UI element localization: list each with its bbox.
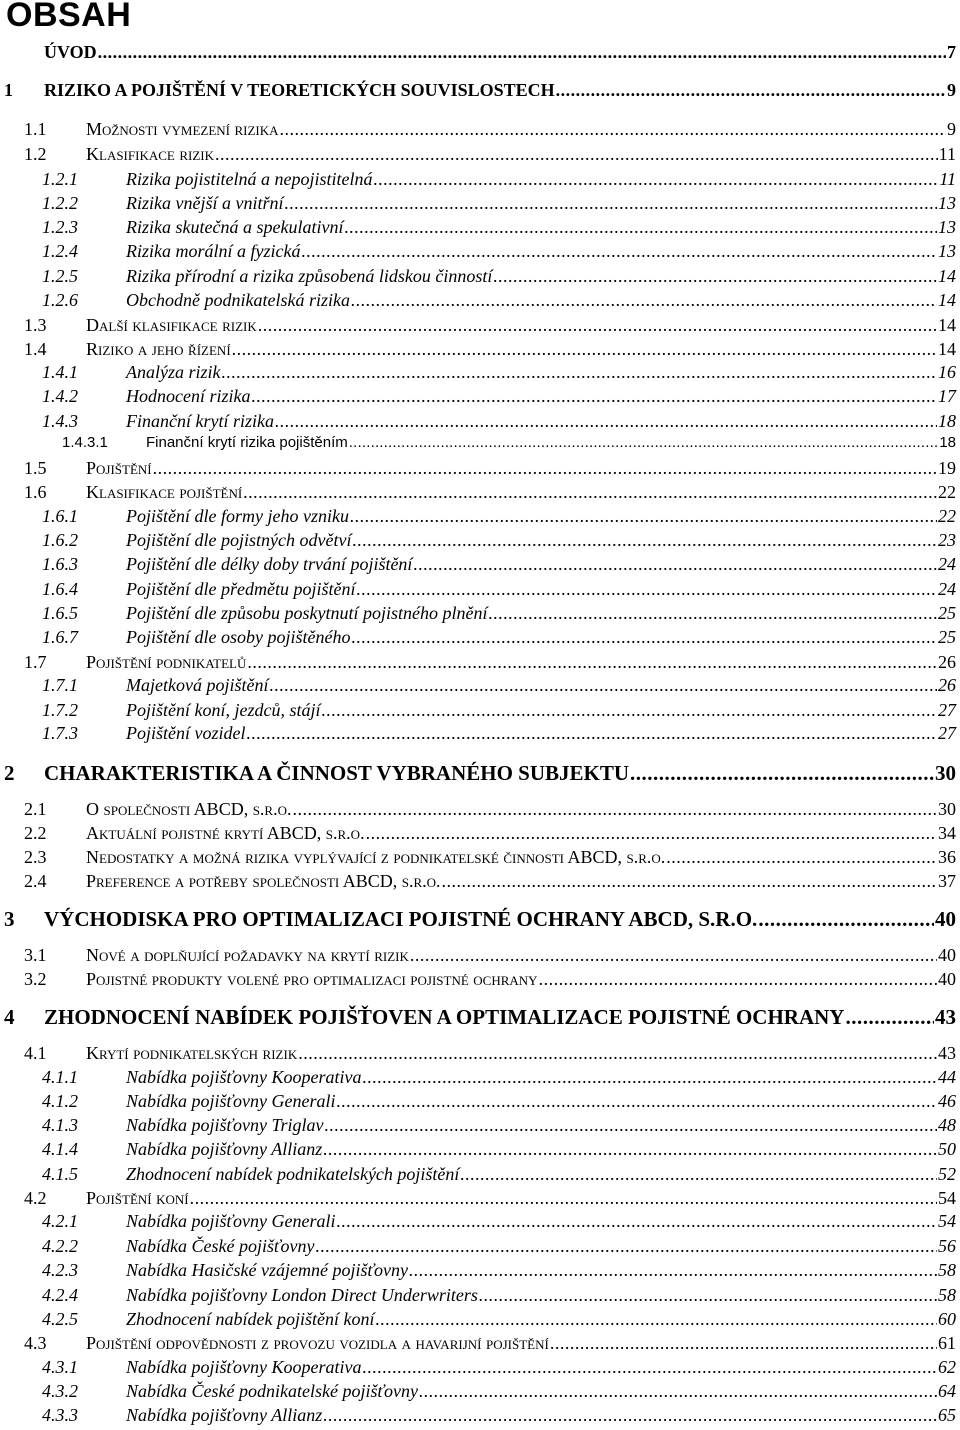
toc-entry[interactable]	[0, 823, 956, 844]
toc-entry-title: O společnosti ABCD, s.r.o.	[86, 799, 292, 819]
toc-entry-page: 9	[947, 119, 956, 139]
toc-leader-dots	[258, 315, 937, 336]
toc-entry-number: 1.7	[24, 652, 47, 672]
toc-entry-page: 17	[938, 386, 956, 406]
toc-entry-title: Pojištění dle pojistných odvětví	[126, 530, 352, 550]
toc-entry-page: 40	[935, 907, 956, 931]
toc-entry-number: 3.2	[24, 969, 47, 989]
toc-entry[interactable]	[0, 1260, 956, 1281]
toc-entry-number: 1.2.1	[42, 169, 78, 189]
toc-entry[interactable]	[0, 1164, 956, 1185]
toc-entry-number: 4.2.2	[42, 1236, 78, 1256]
toc-entry-number: 1.3	[24, 315, 47, 335]
toc-entry-title: Pojištění dle formy jeho vzniku	[126, 506, 349, 526]
toc-entry-title: Pojištění dle osoby pojištěného	[126, 627, 351, 647]
toc-entry[interactable]	[0, 217, 956, 238]
toc-entry-page: 27	[938, 700, 956, 720]
toc-entry-number: 4.3.2	[42, 1381, 78, 1401]
toc-entry[interactable]	[0, 907, 956, 932]
toc-entry-number: 1.7.3	[42, 723, 78, 743]
toc-entry-title: Rizika vnější a vnitřní	[126, 193, 284, 213]
toc-entry-page: 14	[938, 290, 956, 310]
toc-entry-number: 4.1.4	[42, 1139, 78, 1159]
toc-entry-number: 1.6	[24, 482, 47, 502]
toc-entry[interactable]	[0, 1236, 956, 1257]
toc-entry-number: 1.4	[24, 339, 47, 359]
toc-entry-number: 2.3	[24, 847, 47, 867]
toc-entry[interactable]	[0, 1188, 956, 1209]
toc-leader-dots	[232, 339, 937, 360]
toc-leader-dots	[323, 1139, 937, 1160]
toc-entry-title: Nedostatky a možná rizika vyplývající z podnikatelské činnosti ABCD, s.r.o.	[86, 847, 666, 867]
toc-entry[interactable]	[0, 969, 956, 990]
toc-entry-page: 14	[938, 315, 956, 335]
toc-entry-title: Krytí podnikatelských rizik	[86, 1043, 298, 1063]
toc-entry-page: 30	[938, 799, 956, 819]
toc-entry-number: 1.1	[24, 119, 47, 139]
toc-entry[interactable]	[0, 434, 956, 451]
toc-entry-page: 58	[938, 1260, 956, 1280]
toc-leader-dots	[243, 482, 937, 503]
toc-entry[interactable]	[0, 761, 956, 786]
toc-entry[interactable]	[0, 945, 956, 966]
toc-entry[interactable]	[0, 193, 956, 214]
toc-entry-number: 4.2.4	[42, 1285, 78, 1305]
toc-entry-number: 2.1	[24, 799, 47, 819]
toc-entry-number: 4.1	[24, 1043, 47, 1063]
toc-leader-dots	[539, 969, 937, 990]
toc-entry-page: 52	[938, 1164, 956, 1184]
toc-entry[interactable]	[0, 847, 956, 868]
toc-leader-dots	[222, 362, 938, 383]
toc-entry-title: Obchodně podnikatelská rizika	[126, 290, 350, 310]
toc-entry-page: 34	[938, 823, 956, 843]
toc-entry-number: 1.6.7	[42, 627, 78, 647]
toc-entry-number: 1.6.2	[42, 530, 78, 550]
toc-entry[interactable]	[0, 1309, 956, 1330]
toc-entry[interactable]	[0, 700, 956, 721]
toc-entry-number: 4.2.1	[42, 1211, 78, 1231]
toc-entry-title: Klasifikace pojištění	[86, 482, 243, 502]
toc-entry-number: 4.1.2	[42, 1091, 78, 1111]
toc-leader-dots	[337, 1091, 937, 1112]
toc-entry-number: 4.3.1	[42, 1357, 78, 1377]
toc-entry[interactable]	[0, 1067, 956, 1088]
toc-entry-title: Analýza rizik	[126, 362, 221, 382]
toc-entry-title: Hodnocení rizika	[126, 386, 251, 406]
toc-leader-dots	[550, 1333, 937, 1354]
toc-entry-title: Pojištění odpovědnosti z provozu vozidla a havarijní pojištění	[86, 1333, 549, 1353]
toc-entry[interactable]	[0, 144, 956, 165]
toc-entry-number: 1.2.3	[42, 217, 78, 237]
toc-entry[interactable]	[0, 290, 956, 311]
toc-entry-number: 1.5	[24, 458, 47, 478]
toc-entry-page: 13	[938, 241, 956, 261]
toc-entry-title: Rizika pojistitelná a nepojistitelná	[126, 169, 373, 189]
toc-entry-title: Pojištění	[86, 458, 152, 478]
toc-entry-title: Finanční krytí rizika pojištěním	[146, 434, 348, 451]
toc-leader-dots	[351, 627, 937, 648]
toc-entry-page: 14	[938, 339, 956, 359]
toc-leader-dots	[363, 1357, 937, 1378]
toc-entry[interactable]	[0, 871, 956, 892]
toc-entry-number: 1.2.5	[42, 266, 78, 286]
toc-entry-number: 1.2.2	[42, 193, 78, 213]
toc-entry[interactable]	[0, 1139, 956, 1160]
toc-entry-title: Pojištění podnikatelů	[86, 652, 247, 672]
toc-entry[interactable]	[0, 506, 956, 527]
toc-entry-number: 1.4.3	[42, 411, 78, 431]
toc-entry-title: Rizika přírodní a rizika způsobená lidskou činností	[126, 266, 493, 286]
toc-entry-page: 18	[939, 434, 956, 451]
toc-entry-page: 61	[938, 1333, 956, 1353]
toc-entry[interactable]	[0, 1405, 956, 1426]
toc-leader-dots	[493, 266, 937, 287]
toc-entry[interactable]	[0, 266, 956, 287]
toc-entry-page: 54	[938, 1211, 956, 1231]
toc-entry-page: 13	[938, 193, 956, 213]
toc-entry-title: Nabídka pojišťovny Generali	[126, 1091, 336, 1111]
toc-entry-number: 1.2.6	[42, 290, 78, 310]
toc-entry-page: 19	[938, 458, 956, 478]
toc-entry-page: 64	[938, 1381, 956, 1401]
toc-leader-dots	[280, 119, 946, 140]
toc-entry-title: Nabídka České pojišťovny	[126, 1236, 315, 1256]
toc-entry-page: 24	[938, 579, 956, 599]
toc-entry-title: RIZIKO A POJIŠTĚNÍ V TEORETICKÝCH SOUVISLOSTECH	[44, 80, 555, 100]
toc-entry-number: 4.2	[24, 1188, 47, 1208]
toc-leader-dots	[556, 80, 946, 101]
page-title: OBSAH	[6, 0, 132, 34]
toc-entry[interactable]	[0, 1043, 956, 1064]
toc-entry[interactable]	[0, 723, 956, 744]
toc-entry-page: 62	[938, 1357, 956, 1377]
toc-leader-dots	[409, 1260, 937, 1281]
toc-entry[interactable]	[0, 627, 956, 648]
toc-entry[interactable]	[0, 675, 956, 696]
toc-leader-dots	[321, 700, 937, 721]
toc-entry[interactable]	[0, 315, 956, 336]
toc-leader-dots	[350, 506, 937, 527]
toc-entry[interactable]	[0, 169, 956, 190]
toc-entry-page: 48	[938, 1115, 956, 1135]
toc-leader-dots	[215, 144, 938, 165]
toc-entry-page: 25	[938, 627, 956, 647]
toc-entry-page: 43	[938, 1043, 956, 1063]
toc-entry-page: 65	[938, 1405, 956, 1425]
toc-entry-number: 4.2.5	[42, 1309, 78, 1329]
toc-entry-page: 54	[938, 1188, 956, 1208]
toc-entry[interactable]	[0, 339, 956, 360]
toc-leader-dots	[410, 945, 937, 966]
toc-leader-dots	[366, 823, 937, 844]
toc-entry-title: Nabídka pojišťovny Kooperativa	[126, 1067, 362, 1087]
toc-entry-page: 7	[947, 42, 956, 62]
toc-entry-page: 58	[938, 1285, 956, 1305]
toc-leader-dots	[352, 530, 937, 551]
toc-entry-title: Další klasifikace rizik	[86, 315, 257, 335]
toc-entry-title: Pojištění koní	[86, 1188, 189, 1208]
toc-entry-number: 2.2	[24, 823, 47, 843]
toc-leader-dots	[247, 652, 937, 673]
toc-entry-number: 1.7.1	[42, 675, 78, 695]
toc-entry-title: Klasifikace rizik	[86, 144, 214, 164]
toc-leader-dots	[325, 1115, 937, 1136]
toc-entry[interactable]	[0, 42, 956, 63]
toc-leader-dots	[298, 1043, 937, 1064]
toc-entry-number: 1.4.1	[42, 362, 78, 382]
toc-entry-page: 44	[938, 1067, 956, 1087]
toc-entry-page: 43	[935, 1005, 956, 1029]
toc-entry-number: 4.2.3	[42, 1260, 78, 1280]
toc-entry-title: Aktuální pojistné krytí ABCD, s.r.o.	[86, 823, 365, 843]
toc-entry-title: Nabídka pojišťovny Generali	[126, 1211, 336, 1231]
toc-entry-title: Finanční krytí rizika	[126, 411, 274, 431]
toc-leader-dots	[630, 761, 934, 786]
toc-leader-dots	[845, 1005, 934, 1030]
toc-entry-title: Rizika skutečná a spekulativní	[126, 217, 344, 237]
toc-entry-title: Nabídka Hasičské vzájemné pojišťovny	[126, 1260, 408, 1280]
toc-entry-page: 9	[947, 80, 956, 100]
toc-entry-page: 30	[935, 761, 956, 785]
toc-entry-title: Možnosti vymezení rizika	[86, 119, 279, 139]
toc-leader-dots	[292, 799, 937, 820]
toc-entry-title: Nabídka pojišťovny London Direct Underwriters	[126, 1285, 478, 1305]
toc-entry-title: Nabídka pojišťovny Triglav	[126, 1115, 324, 1135]
toc-leader-dots	[98, 42, 946, 63]
toc-entry[interactable]	[0, 1211, 956, 1232]
toc-entry-number: 1.2	[24, 144, 47, 164]
toc-entry-page: 11	[939, 169, 956, 189]
toc-entry[interactable]	[0, 530, 956, 551]
toc-entry[interactable]	[0, 799, 956, 820]
toc-entry-number: 1.6.3	[42, 554, 78, 574]
toc-entry-title: Pojištění koní, jezdců, stájí	[126, 700, 321, 720]
toc-entry-title: Pojištění vozidel	[126, 723, 246, 743]
toc-entry-title: ZHODNOCENÍ NABÍDEK POJIŠŤOVEN A OPTIMALIZACE POJISTNÉ OCHRANY	[44, 1005, 845, 1029]
toc-entry-number: 4.3.3	[42, 1405, 78, 1425]
toc-leader-dots	[460, 1164, 937, 1185]
toc-entry-page: 40	[938, 945, 956, 965]
toc-entry[interactable]	[0, 1357, 956, 1378]
toc-entry-page: 27	[938, 723, 956, 743]
toc-leader-dots	[269, 675, 937, 696]
toc-leader-dots	[373, 169, 938, 190]
toc-leader-dots	[356, 579, 937, 600]
toc-entry-number: 1	[4, 80, 13, 100]
toc-entry-number: 3.1	[24, 945, 47, 965]
toc-entry-page: 23	[938, 530, 956, 550]
toc-entry-title: VÝCHODISKA PRO OPTIMALIZACI POJISTNÉ OCHRANY ABCD, S.R.O.	[44, 907, 758, 931]
toc-leader-dots	[349, 434, 939, 451]
toc-entry[interactable]	[0, 1091, 956, 1112]
toc-entry-number: 4	[4, 1005, 15, 1029]
toc-entry-title: Nabídka pojišťovny Allianz	[126, 1139, 323, 1159]
toc-entry-page: 16	[938, 362, 956, 382]
toc-leader-dots	[344, 217, 937, 238]
toc-entry[interactable]	[0, 603, 956, 624]
toc-entry-page: 24	[938, 554, 956, 574]
toc-entry[interactable]	[0, 482, 956, 503]
toc-entry-number: 1.4.2	[42, 386, 78, 406]
toc-entry-number: 2	[4, 761, 15, 785]
toc-entry[interactable]	[0, 1333, 956, 1354]
toc-entry-title: CHARAKTERISTIKA A ČINNOST VYBRANÉHO SUBJEKTU	[44, 761, 630, 785]
toc-entry[interactable]	[0, 1115, 956, 1136]
toc-leader-dots	[301, 241, 937, 262]
toc-entry[interactable]	[0, 652, 956, 673]
toc-entry-number: 4.1.5	[42, 1164, 78, 1184]
toc-entry-page: 14	[938, 266, 956, 286]
toc-entry-page: 40	[938, 969, 956, 989]
toc-entry-title: Pojištění dle způsobu poskytnutí pojistného plnění	[126, 603, 488, 623]
toc-leader-dots	[190, 1188, 937, 1209]
toc-entry-title: Nabídka České podnikatelské pojišťovny	[126, 1381, 418, 1401]
toc-entry-page: 22	[938, 506, 956, 526]
toc-leader-dots	[246, 723, 937, 744]
toc-entry-page: 50	[938, 1139, 956, 1159]
toc-leader-dots	[419, 1381, 937, 1402]
toc-entry-title: Majetková pojištění	[126, 675, 269, 695]
toc-entry-number: 2.4	[24, 871, 47, 891]
toc-entry[interactable]	[0, 119, 956, 140]
toc-entry[interactable]	[0, 241, 956, 262]
toc-entry-title: Zhodnocení nabídek pojištění koní	[126, 1309, 375, 1329]
toc-entry-number: 3	[4, 907, 15, 931]
toc-leader-dots	[323, 1405, 937, 1426]
toc-entry-title: Pojistné produkty volené pro optimalizaci pojistné ochrany	[86, 969, 538, 989]
toc-entry-number: 4.3	[24, 1333, 47, 1353]
toc-entry-page: 60	[938, 1309, 956, 1329]
toc-entry-number: 1.6.5	[42, 603, 78, 623]
toc-entry[interactable]	[0, 579, 956, 600]
toc-entry-page: 26	[938, 675, 956, 695]
toc-entry-page: 26	[938, 652, 956, 672]
toc-leader-dots	[337, 1211, 937, 1232]
toc-entry-title: Pojištění dle předmětu pojištění	[126, 579, 356, 599]
toc-leader-dots	[153, 458, 937, 479]
toc-entry-page: 18	[938, 411, 956, 431]
toc-leader-dots	[413, 554, 937, 575]
toc-entry[interactable]	[0, 1381, 956, 1402]
toc-entry[interactable]	[0, 1285, 956, 1306]
toc-entry-number: 4.1.1	[42, 1067, 78, 1087]
toc-entry-title: Nové a doplňující požadavky na krytí rizik	[86, 945, 409, 965]
toc-entry-page: 37	[938, 871, 956, 891]
toc-entry-title: Nabídka pojišťovny Allianz	[126, 1405, 323, 1425]
toc-entry-number: 1.6.4	[42, 579, 78, 599]
toc-entry-title: Preference a potřeby společnosti ABCD, s.r.o.	[86, 871, 441, 891]
toc-entry-title: Rizika morální a fyzická	[126, 241, 301, 261]
toc-leader-dots	[758, 907, 934, 932]
toc-entry[interactable]	[0, 362, 956, 383]
toc-leader-dots	[442, 871, 937, 892]
toc-entry-number: 1.6.1	[42, 506, 78, 526]
toc-leader-dots	[375, 1309, 937, 1330]
toc-entry-title: Riziko a jeho řízení	[86, 339, 231, 359]
toc-entry[interactable]	[0, 458, 956, 479]
toc-leader-dots	[316, 1236, 937, 1257]
toc-entry[interactable]	[0, 1005, 956, 1030]
toc-entry-title: Nabídka pojišťovny Kooperativa	[126, 1357, 362, 1377]
toc-entry-title: ÚVOD	[44, 42, 97, 62]
toc-entry-number: 1.7.2	[42, 700, 78, 720]
toc-entry-number: 1.2.4	[42, 241, 78, 261]
toc-entry-page: 56	[938, 1236, 956, 1256]
toc-leader-dots	[351, 290, 937, 311]
toc-leader-dots	[479, 1285, 937, 1306]
toc-entry-title: Pojištění dle délky doby trvání pojištění	[126, 554, 413, 574]
toc-leader-dots	[275, 411, 937, 432]
toc-entry[interactable]	[0, 80, 956, 101]
toc-leader-dots	[666, 847, 937, 868]
toc-entry-number: 4.1.3	[42, 1115, 78, 1135]
toc-leader-dots	[363, 1067, 937, 1088]
toc-entry[interactable]	[0, 411, 956, 432]
toc-entry[interactable]	[0, 386, 956, 407]
toc-entry[interactable]	[0, 554, 956, 575]
toc-leader-dots	[251, 386, 937, 407]
toc-leader-dots	[284, 193, 937, 214]
toc-entry-title: Zhodnocení nabídek podnikatelských pojištění	[126, 1164, 460, 1184]
toc-entry-page: 13	[938, 217, 956, 237]
toc-leader-dots	[488, 603, 937, 624]
toc-entry-number: 1.4.3.1	[62, 434, 108, 451]
toc-entry-page: 46	[938, 1091, 956, 1111]
toc-entry-page: 22	[938, 482, 956, 502]
toc-entry-page: 11	[938, 144, 956, 164]
toc-entry-page: 25	[938, 603, 956, 623]
toc-entry-page: 36	[938, 847, 956, 867]
